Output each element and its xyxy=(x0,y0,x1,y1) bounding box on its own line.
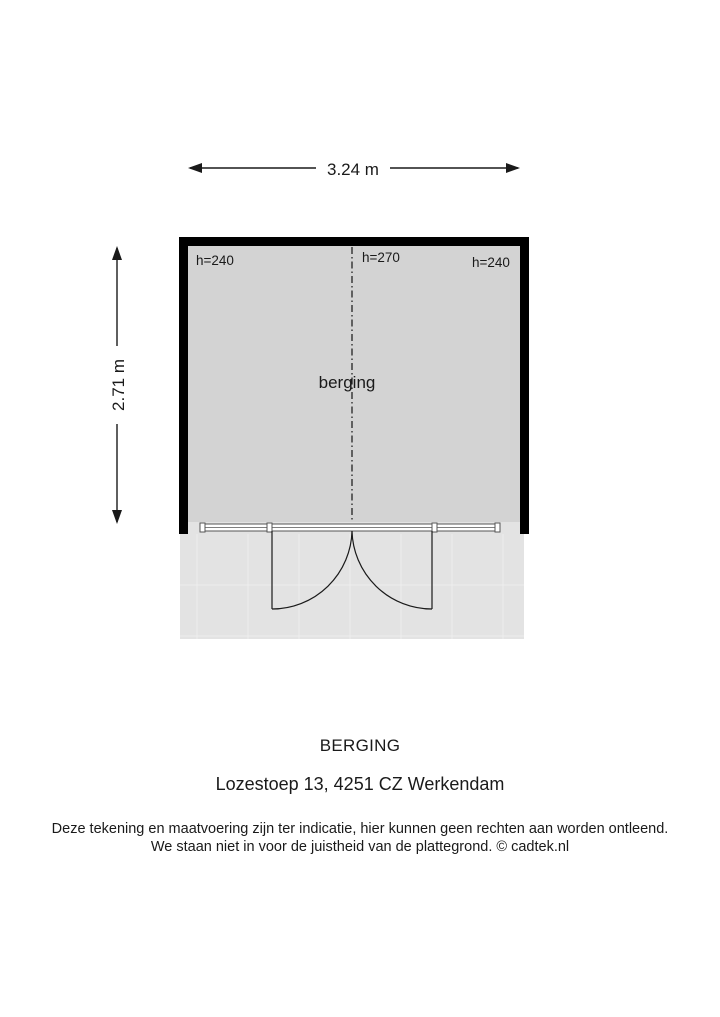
address: Lozestoep 13, 4251 CZ Werkendam xyxy=(215,774,505,794)
width-label: 3.24 m xyxy=(327,160,379,179)
width-dimension xyxy=(188,160,520,179)
paving xyxy=(180,524,524,639)
disclaimer-line-1: Deze tekening en maatvoering zijn ter indicatie, hier kunnen geen rechten aan worden ontleend. xyxy=(51,821,669,837)
arrow-left-icon xyxy=(188,163,202,173)
arrow-up-icon xyxy=(112,246,122,260)
depth-label: 2.71 m xyxy=(109,359,128,411)
height-left: h=240 xyxy=(196,253,234,268)
disclaimer-line-2: We staan niet in voor de juistheid van de plattegrond. © cadtek.nl xyxy=(150,839,570,855)
arrow-right-icon xyxy=(506,163,520,173)
room-label: berging xyxy=(318,373,376,392)
height-right: h=240 xyxy=(472,255,510,270)
drawing-title: BERGING xyxy=(319,736,401,755)
arrow-down-icon xyxy=(112,510,122,524)
height-center: h=270 xyxy=(362,250,400,265)
depth-dimension xyxy=(109,246,128,524)
